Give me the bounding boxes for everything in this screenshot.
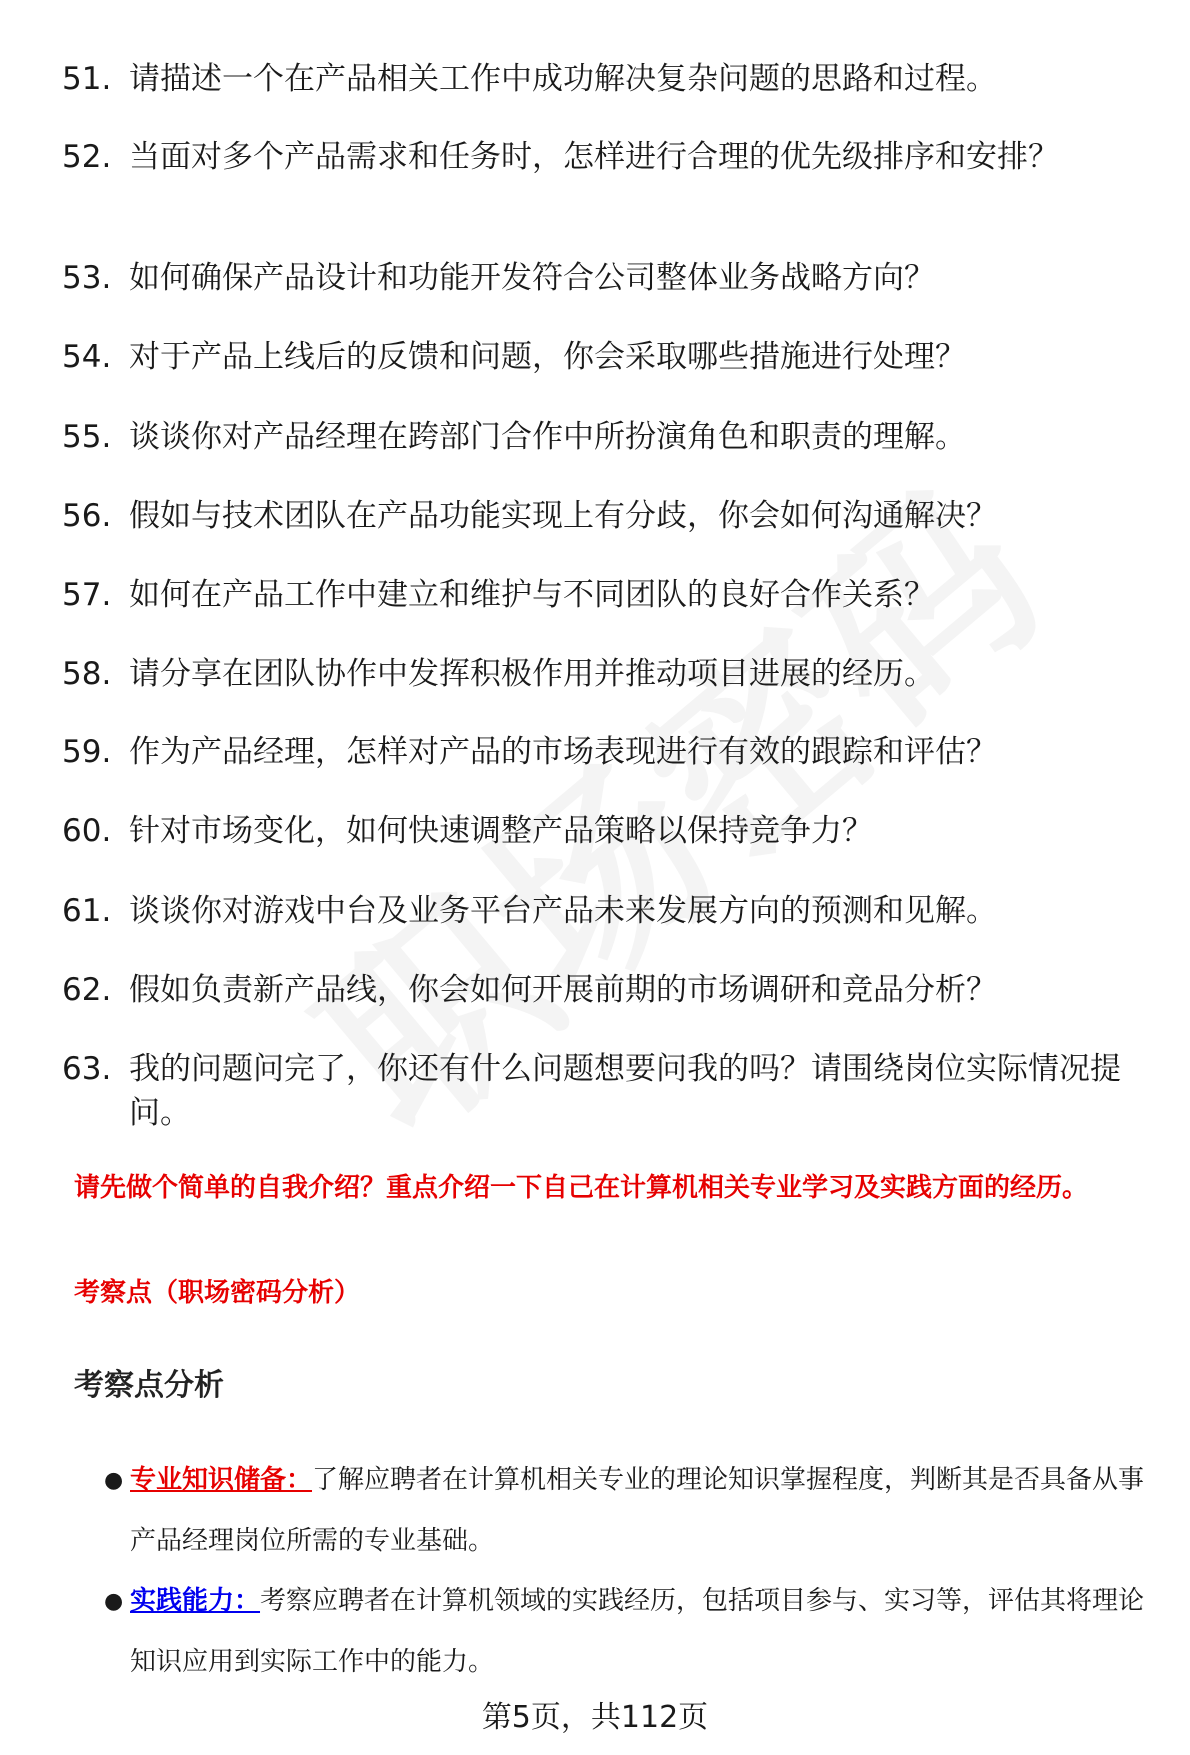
question-number: 51. bbox=[62, 61, 112, 97]
question-item bbox=[62, 652, 1152, 696]
question-text: 当面对多个产品需求和任务时，怎样进行合理的优先级排序和安排？ bbox=[129, 139, 1059, 175]
bullet-icon: ● bbox=[104, 1468, 124, 1493]
question-text: 请描述一个在产品相关工作中成功解决复杂问题的思路和过程。 bbox=[129, 61, 997, 97]
question-item bbox=[62, 730, 1152, 774]
bullet-text: 了解应聘者在计算机相关专业的理论知识掌握程度，判断其是否具备从事产品经理岗位所需的专业基础。 bbox=[130, 1465, 1145, 1556]
points-label: 考察点（职场密码分析） bbox=[74, 1278, 361, 1308]
question-text: 请分享在团队协作中发挥积极作用并推动项目进展的经历。 bbox=[129, 656, 935, 692]
bullet-item bbox=[104, 1571, 1154, 1693]
question-text: 假如与技术团队在产品功能实现上有分歧，你会如何沟通解决？ bbox=[129, 498, 997, 534]
question-text: 假如负责新产品线，你会如何开展前期的市场调研和竞品分析？ bbox=[129, 972, 997, 1008]
question-text: 我的问题问完了，你还有什么问题想要问我的吗？请围绕岗位实际情况提问。 bbox=[129, 1051, 1121, 1131]
highlight-question: 请先做个简单的自我介绍？重点介绍一下自己在计算机相关专业学习及实践方面的经历。 bbox=[74, 1173, 1089, 1203]
question-number: 54. bbox=[62, 339, 112, 375]
bullet-key: 专业知识储备： bbox=[130, 1465, 313, 1495]
question-number: 60. bbox=[62, 813, 112, 849]
question-number: 56. bbox=[62, 498, 112, 534]
bullet-text: 考察应聘者在计算机领域的实践经历，包括项目参与、实习等，评估其将理论知识应用到实际工作中的能力。 bbox=[130, 1586, 1145, 1677]
question-number: 53. bbox=[62, 260, 112, 296]
question-number: 58. bbox=[62, 656, 112, 692]
question-text: 谈谈你对游戏中台及业务平台产品未来发展方向的预测和见解。 bbox=[129, 893, 997, 929]
question-number: 62. bbox=[62, 972, 112, 1008]
question-text: 如何在产品工作中建立和维护与不同团队的良好合作关系？ bbox=[129, 577, 935, 613]
question-number: 63. bbox=[62, 1051, 112, 1087]
question-item bbox=[62, 415, 1152, 459]
question-item bbox=[62, 968, 1152, 1012]
question-text: 如何确保产品设计和功能开发符合公司整体业务战略方向？ bbox=[129, 260, 935, 296]
question-item bbox=[62, 1047, 1152, 1135]
question-item bbox=[62, 335, 1152, 379]
question-text: 谈谈你对产品经理在跨部门合作中所扮演角色和职责的理解。 bbox=[129, 419, 966, 455]
question-number: 57. bbox=[62, 577, 112, 613]
question-item bbox=[62, 57, 1152, 101]
question-number: 59. bbox=[62, 734, 112, 770]
question-text: 作为产品经理，怎样对产品的市场表现进行有效的跟踪和评估？ bbox=[129, 734, 997, 770]
question-text: 对于产品上线后的反馈和问题，你会采取哪些措施进行处理？ bbox=[129, 339, 966, 375]
question-item bbox=[62, 135, 1152, 179]
question-number: 52. bbox=[62, 139, 112, 175]
question-item bbox=[62, 256, 1152, 300]
question-number: 61. bbox=[62, 893, 112, 929]
question-item bbox=[62, 809, 1152, 853]
question-item bbox=[62, 889, 1152, 933]
analysis-heading: 考察点分析 bbox=[74, 1368, 224, 1403]
question-text: 针对市场变化，如何快速调整产品策略以保持竞争力？ bbox=[129, 813, 873, 849]
page-footer: 第5页，共112页 bbox=[481, 1700, 709, 1735]
question-number: 55. bbox=[62, 419, 112, 455]
bullet-item bbox=[104, 1450, 1154, 1572]
question-item bbox=[62, 573, 1152, 617]
bullet-key-link[interactable]: 实践能力： bbox=[130, 1586, 261, 1616]
bullet-icon: ● bbox=[104, 1589, 124, 1614]
question-item bbox=[62, 494, 1152, 538]
